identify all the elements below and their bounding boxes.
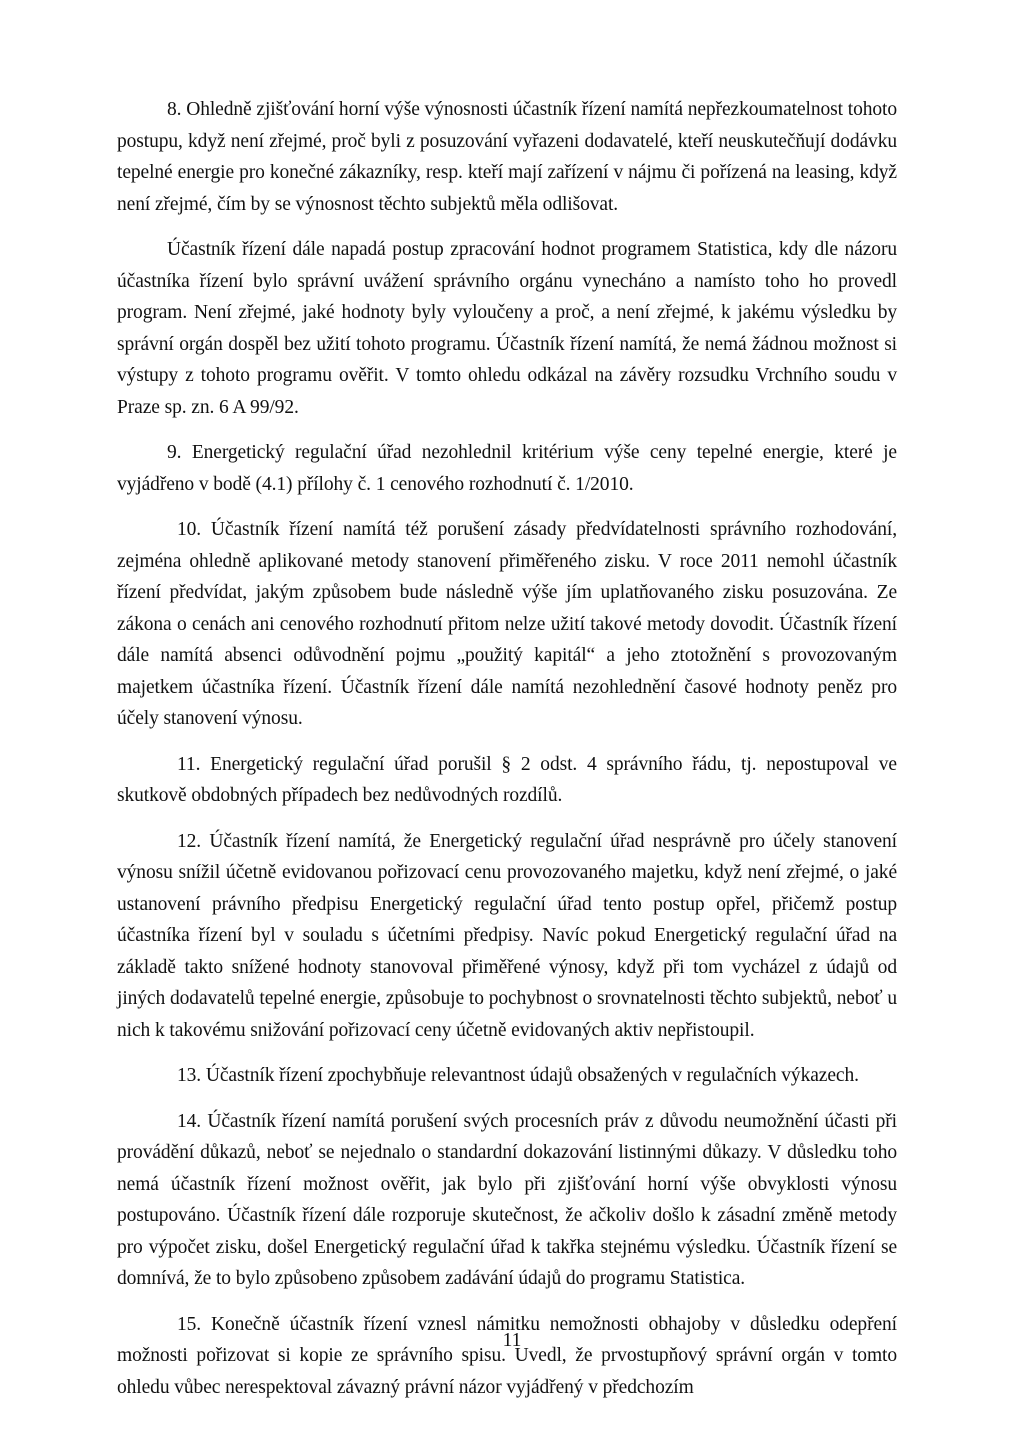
document-body [117,94,897,1417]
paragraph-12: 12. Účastník řízení namítá, že Energetický regulační úřad nesprávně pro účely stanovení výnosu snížil účetně evidovanou pořizovací cenu provozovaného majetku, když není zřejmé, o jaké ustanovení právního předpisu Energetický regulační úřad tento postup opřel, přičemž postup účastníka řízení byl v souladu s účetními předpisy. Navíc pokud Energetický regulační úřad na základě takto snížené hodnoty stanovoval přiměřené výnosy, když při tom vycházel z údajů od jiných dodavatelů tepelné energie, způsobuje to pochybnost o srovnatelnosti těchto subjektů, neboť u nich k takovému snižování pořizovací ceny účetně evidovaných aktiv nepřistoupil. [117,830,897,1041]
paragraph-13: 13. Účastník řízení zpochybňuje relevantnost údajů obsažených v regulačních výkazech. [177,1065,859,1086]
page-number: 11 [502,1330,522,1351]
paragraph-8: 8. Ohledně zjišťování horní výše výnosnosti účastník řízení namítá nepřezkoumatelnost tohoto postupu, když není zřejmé, proč byli z posuzování vyřazeni dodavatelé, kteří neuskutečňují dodávku tepelné energie pro konečné zákazníky, resp. kteří mají zařízení v nájmu či pořízená na leasing, když není zřejmé, čím by se výnosnost těchto subjektů měla odlišovat. [117,99,897,215]
paragraph-15: 15. Konečně účastník řízení vznesl námitku nemožnosti obhajoby v důsledku odepření možnosti pořizovat si kopie ze správního spisu. Uvedl, že prvostupňový správní orgán v tomto ohledu vůbec nerespektoval závazný právní názor vyjádřený v předchozím [117,1313,897,1398]
paragraph-10: 10. Účastník řízení namítá též porušení zásady předvídatelnosti správního rozhodování, zejména ohledně aplikované metody stanovení přiměřeného zisku. V roce 2011 nemohl účastník řízení předvídat, jakým způsobem bude následně výše jím uplatňovaného zisku posuzována. Ze zákona o cenách ani cenového rozhodnutí přitom nelze užití takové metody dovodit. Účastník řízení dále namítá absenci odůvodnění pojmu „použitý kapitál“ a jeho ztotožnění s provozovaným majetkem účastníka řízení. Účastník řízení dále namítá nezohlednění časové hodnoty peněz pro účely stanovení výnosu. [117,519,897,729]
paragraph-9: 9. Energetický regulační úřad nezohlednil kritérium výše ceny tepelné energie, které je vyjádřeno v bodě (4.1) přílohy č. 1 cenového rozhodnutí č. 1/2010. [117,442,897,495]
paragraph-11: 11. Energetický regulační úřad porušil § 2 odst. 4 správního řádu, tj. nepostupoval ve skutkově obdobných případech bez nedůvodných rozdílů. [117,753,897,806]
paragraph-14: 14. Účastník řízení namítá porušení svých procesních práv z důvodu neumožnění účasti při provádění důkazů, neboť se nejednalo o standardní dokazování listinnými důkazy. V důsledku toho nemá účastník řízení možnost ověřit, jak bylo při zjišťování horní výše obvyklosti výnosu postupováno. Účastník řízení dále rozporuje skutečnost, že ačkoliv došlo k zásadní změně metody pro výpočet zisku, došel Energetický regulační úřad k takřka stejnému výsledku. Účastník řízení se domnívá, že to bylo způsobeno způsobem zadávání údajů do programu Statistica. [117,1110,897,1289]
paragraph-8-continuation: Účastník řízení dále napadá postup zpracování hodnot programem Statistica, kdy dle názoru účastníka řízení bylo správní uvážení správního orgánu vynecháno a namísto toho ho provedl program. Není zřejmé, jaké hodnoty byly vyloučeny a proč, a není zřejmé, k jakému výsledku by správní orgán dospěl bez užití tohoto programu. Účastník řízení namítá, že nemá žádnou možnost si výstupy z tohoto programu ověřit. V tomto ohledu odkázal na závěry rozsudku Vrchního soudu v Praze sp. zn. 6 A 99/92. [117,239,897,418]
